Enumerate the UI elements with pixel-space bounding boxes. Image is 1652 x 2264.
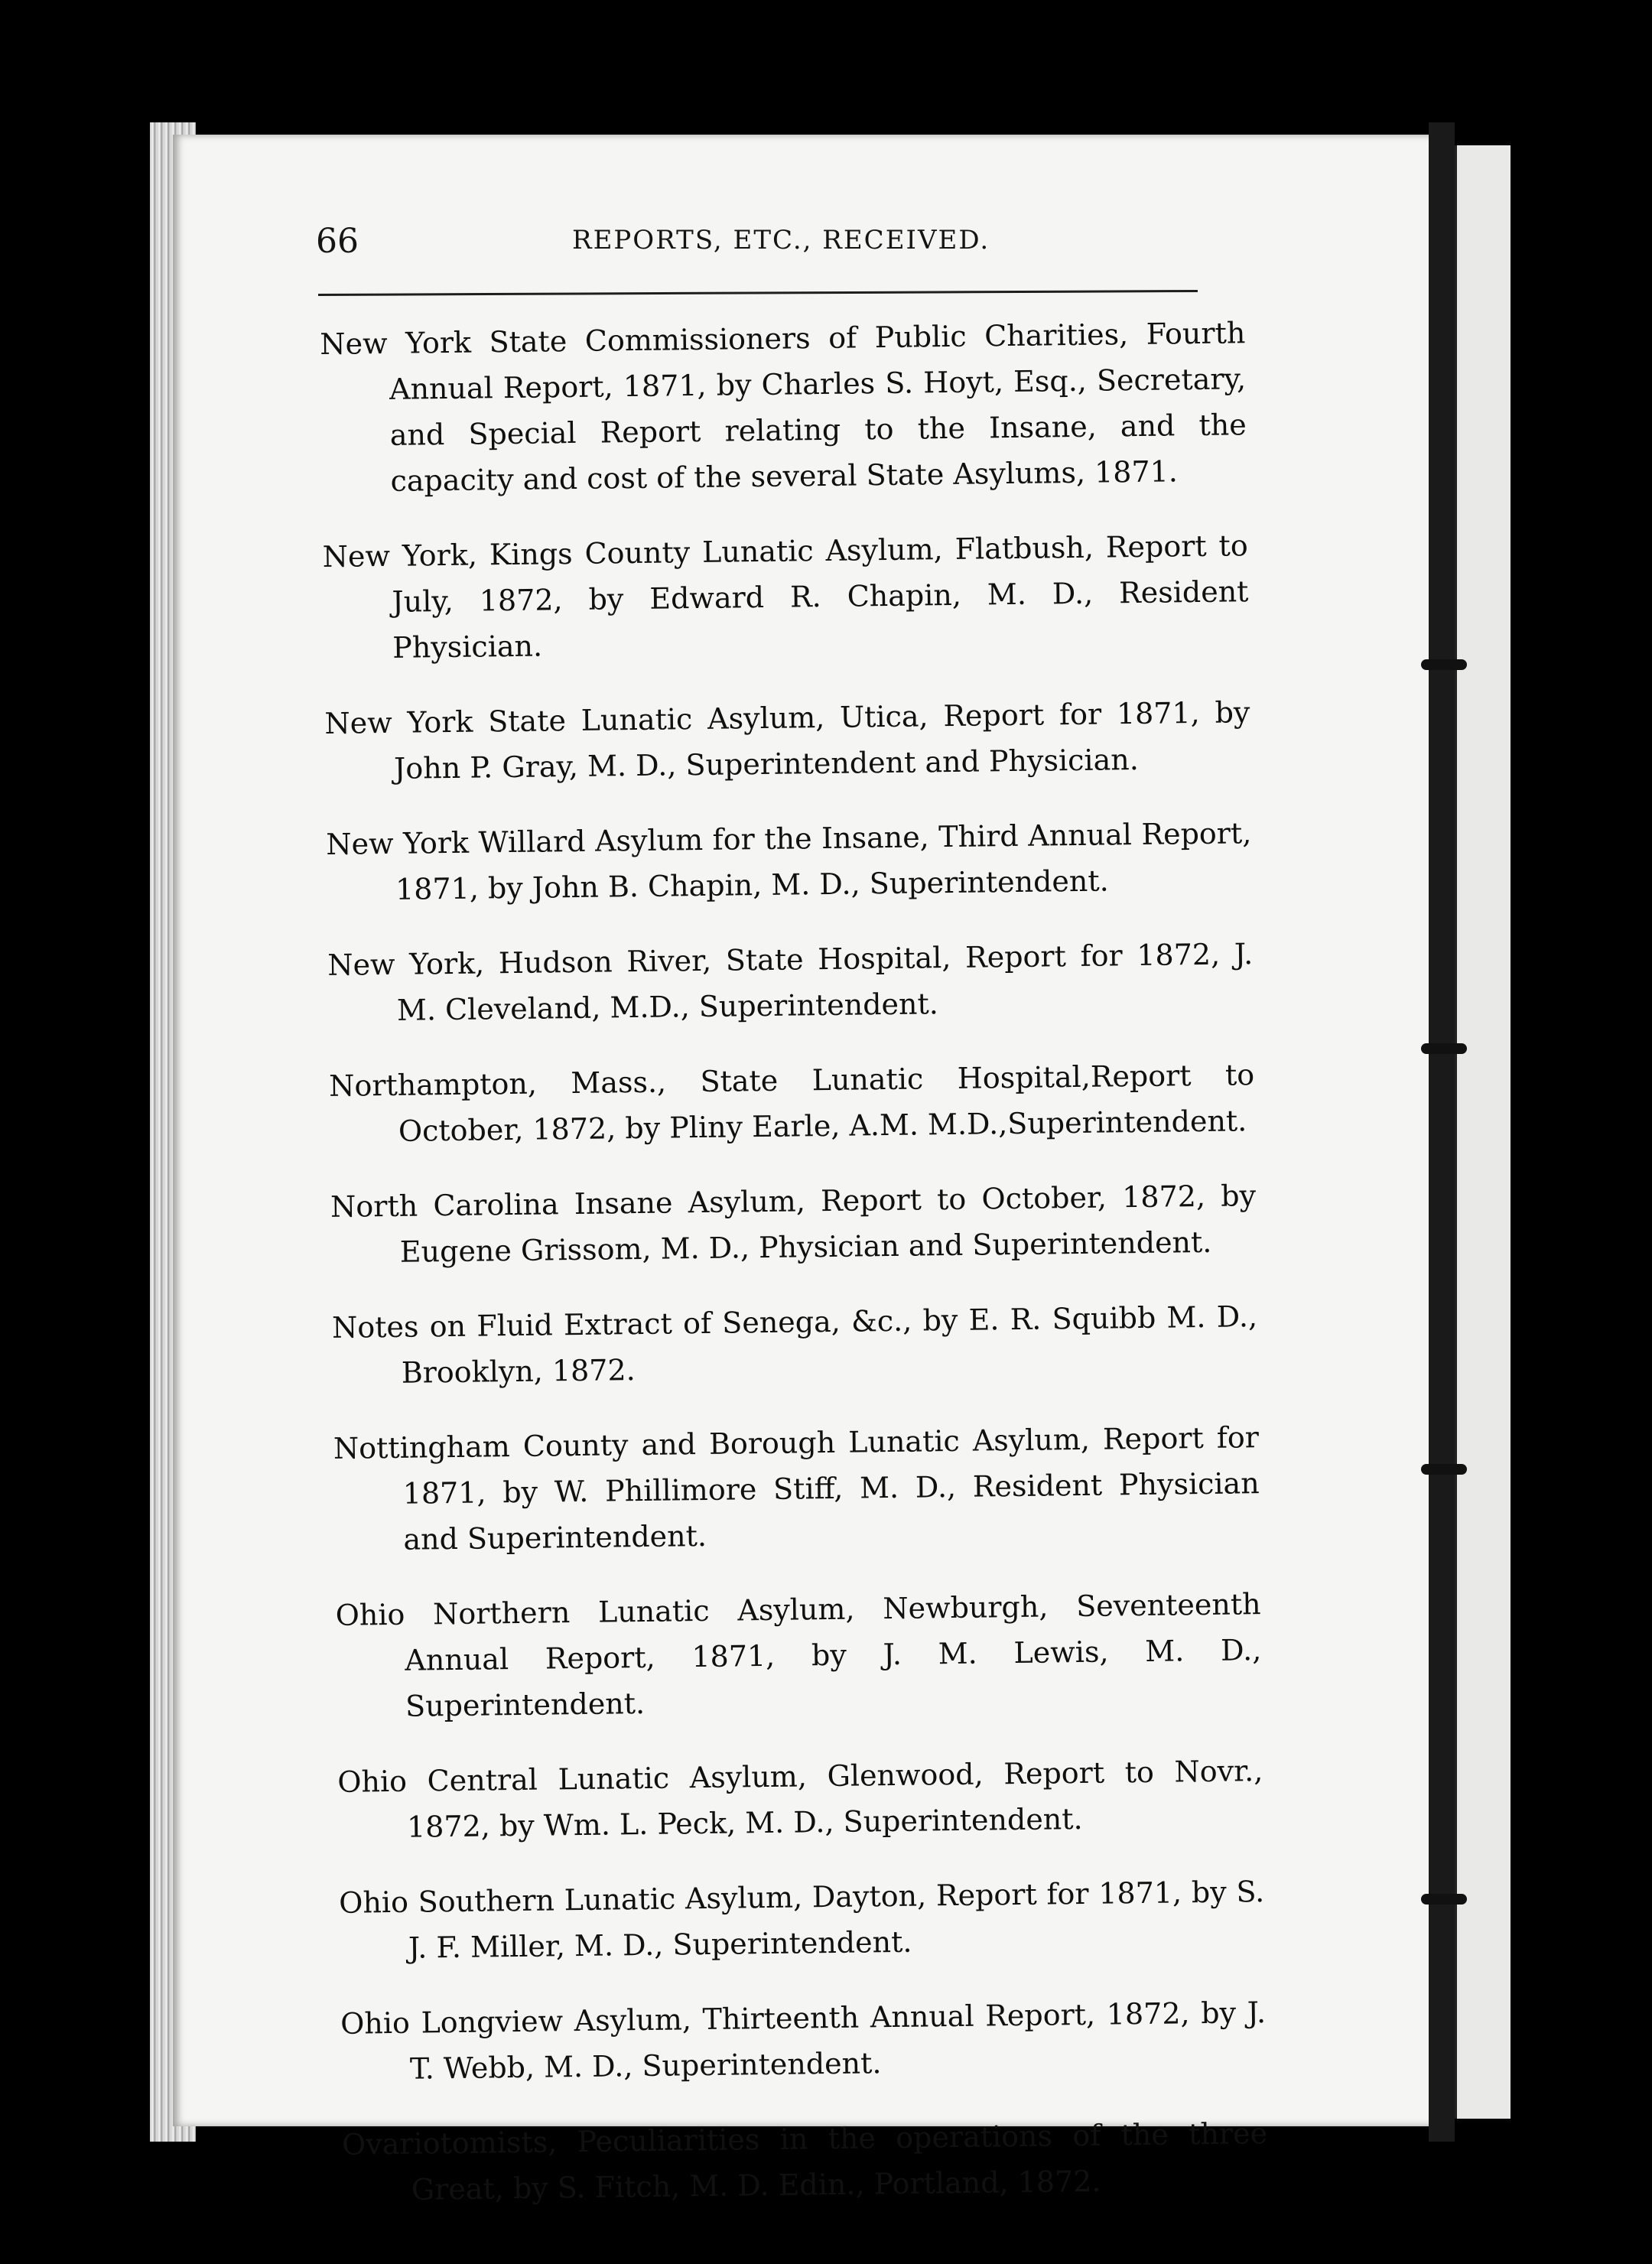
list-item: Ohio Northern Lunatic Asylum, Newburgh, Seventeenth Annual Report, 1871, by J. M. Lewis, M. D., Superintendent.: [335, 1587, 1262, 1723]
binding-stitch: [1421, 1043, 1467, 1054]
book-spine: [1429, 122, 1455, 2142]
page-number: 66: [316, 222, 359, 261]
list-item: Northampton, Mass., State Lunatic Hospital,Report to October, 1872, by Pliny Earle, A.M. M.D.,Superintendent.: [328, 1058, 1255, 1148]
running-head: REPORTS, ETC., RECEIVED.: [572, 225, 990, 255]
binding-stitch: [1421, 1894, 1467, 1905]
facing-page-edge: [1455, 145, 1511, 2119]
list-item: Ohio Longview Asylum, Thirteenth Annual Report, 1872, by J. T. Webb, M. D., Superintendent.: [340, 1996, 1267, 2086]
list-item: New York, Hudson River, State Hospital, Report for 1872, J. M. Cleveland, M.D., Superintendent.: [327, 937, 1254, 1027]
list-item: New York State Lunatic Asylum, Utica, Report for 1871, by John P. Gray, M. D., Superintendent and Physician.: [324, 695, 1250, 786]
list-item: New York Willard Asylum for the Insane, Third Annual Report, 1871, by John B. Chapin, M. D., Superintendent.: [326, 816, 1252, 906]
list-item: Ohio Central Lunatic Asylum, Glenwood, Report to Novr., 1872, by Wm. L. Peck, M. D., Superintendent.: [337, 1754, 1263, 1844]
list-item: Nottingham County and Borough Lunatic Asylum, Report for 1871, by W. Phillimore Stiff, M. D., Resident Physician and Superintendent.: [333, 1420, 1260, 1556]
binding-stitch: [1421, 1464, 1467, 1475]
list-item: Ovariotomists, Peculiarities in the operations of the three Great, by S. Fitch, M. D. Edin., Portland, 1872.: [341, 2116, 1268, 2207]
list-item: New York State Commissioners of Public Charities, Fourth Annual Report, 1871, by Charles S. Hoyt, Esq., Secretary, and Special Report relating to the Insane, and the capacity and cost of the several State Asylums, 1871.: [320, 316, 1247, 498]
list-item: New York, Kings County Lunatic Asylum, Flatbush, Report to July, 1872, by Edward R. Chapin, M. D., Resident Physician.: [322, 529, 1249, 665]
binding-stitch: [1421, 659, 1467, 670]
list-item: Notes on Fluid Extract of Senega, &c., by E. R. Squibb M. D., Brooklyn, 1872.: [331, 1300, 1258, 1390]
list-item: North Carolina Insane Asylum, Report to October, 1872, by Eugene Grissom, M. D., Physician and Superintendent.: [330, 1179, 1257, 1269]
list-item: Ohio Southern Lunatic Asylum, Dayton, Report for 1871, by S. J. F. Miller, M. D., Superintendent.: [338, 1875, 1265, 1965]
entry-list: [320, 310, 1268, 2220]
page-header: [316, 222, 1348, 283]
